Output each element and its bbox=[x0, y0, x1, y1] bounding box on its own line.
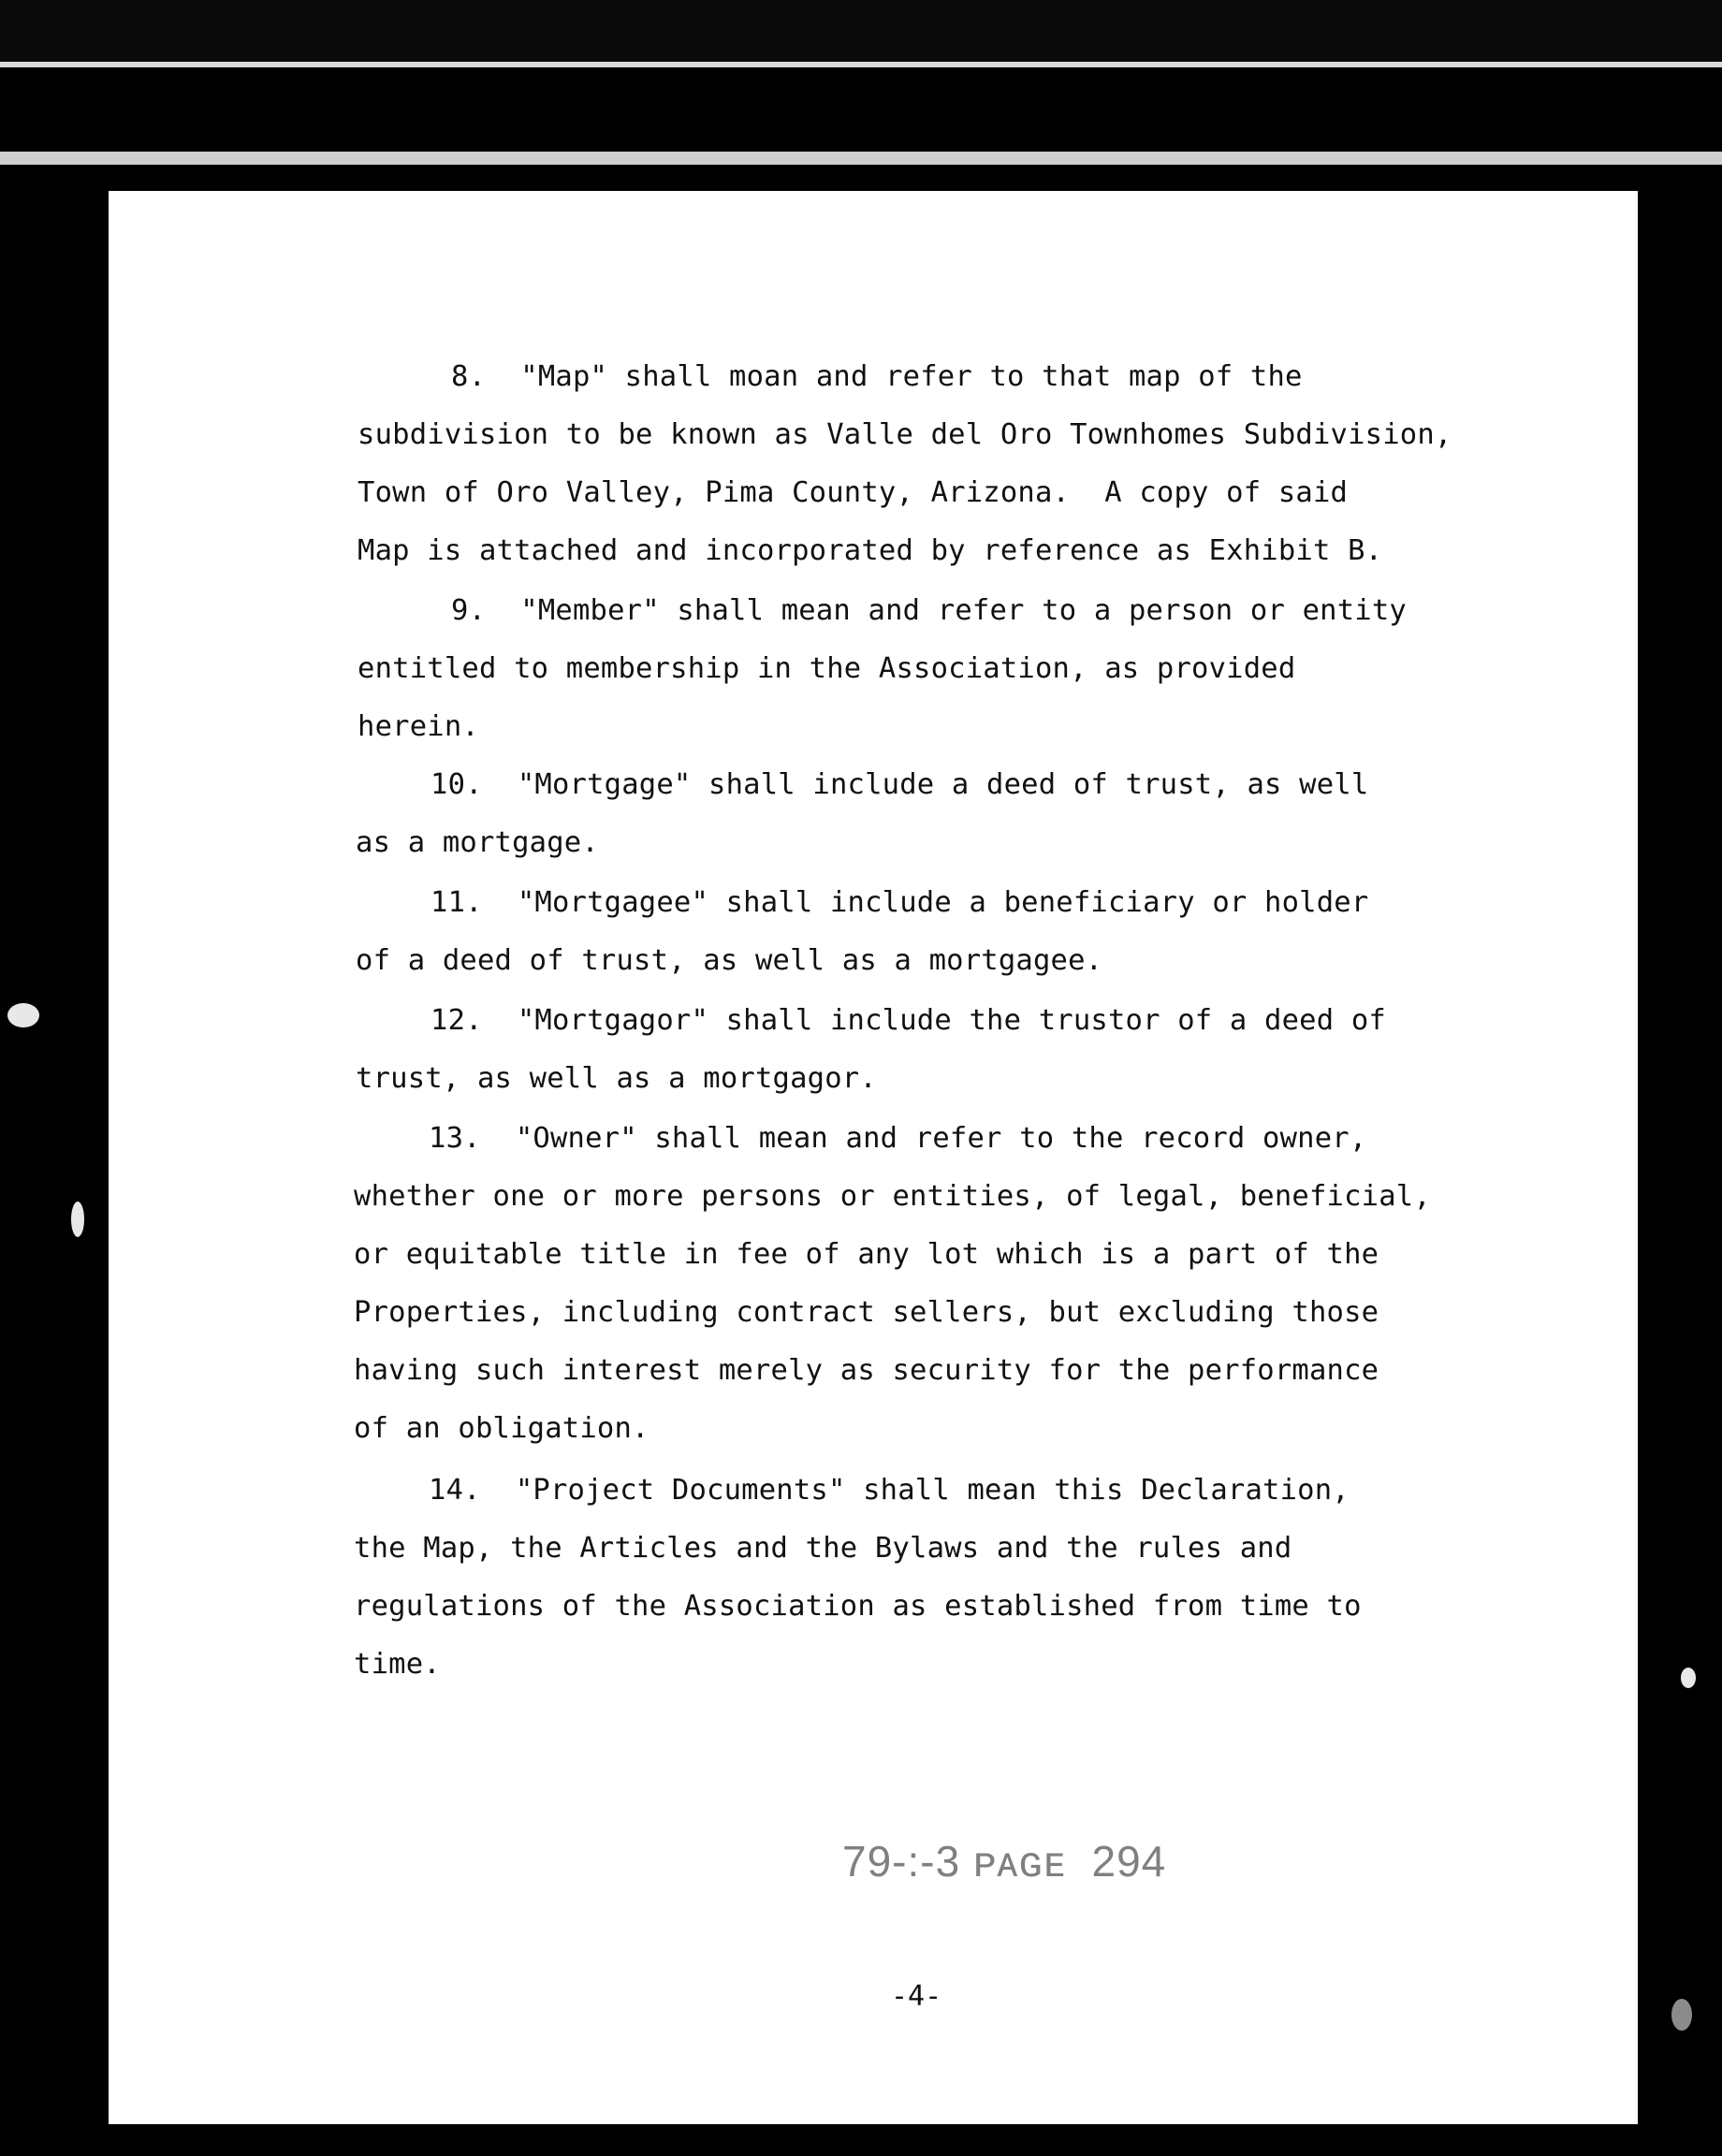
scan-top-strip bbox=[0, 0, 1722, 62]
text-line: of an obligation. bbox=[354, 1412, 649, 1445]
text-line: the Map, the Articles and the Bylaws and the rules and bbox=[354, 1532, 1292, 1565]
text-line: 13. "Owner" shall mean and refer to the record owner, bbox=[429, 1122, 1367, 1155]
text-line: regulations of the Association as established from time to bbox=[354, 1590, 1362, 1623]
definition-12 bbox=[356, 992, 1386, 1108]
text-line: 14. "Project Documents" shall mean this Declaration, bbox=[429, 1474, 1350, 1507]
definition-13 bbox=[354, 1110, 1431, 1458]
text-line: trust, as well as a mortgagor. bbox=[356, 1062, 877, 1095]
scan-speck bbox=[1681, 1668, 1696, 1688]
text-line: or equitable title in fee of any lot which is a part of the bbox=[354, 1238, 1379, 1271]
document-page bbox=[109, 191, 1638, 2124]
text-line: 10. "Mortgage" shall include a deed of trust, as well bbox=[430, 768, 1369, 801]
scan-speck bbox=[71, 1202, 84, 1237]
text-line: as a mortgage. bbox=[356, 826, 599, 859]
recording-stamp: 79-:-3 ᴘᴀɢᴇ 294 bbox=[842, 1837, 1167, 1886]
text-line: 12. "Mortgagor" shall include the trustor of a deed of bbox=[430, 1004, 1386, 1037]
definition-11 bbox=[356, 874, 1368, 990]
scan-speck bbox=[7, 1003, 39, 1027]
text-line: entitled to membership in the Association, as provided bbox=[358, 652, 1296, 685]
text-line: time. bbox=[354, 1648, 441, 1681]
text-line: Map is attached and incorporated by reference as Exhibit B. bbox=[358, 534, 1383, 567]
scan-speck bbox=[1671, 1999, 1692, 2031]
page-number: -4- bbox=[891, 1980, 942, 2013]
text-line: Town of Oro Valley, Pima County, Arizona. A copy of said bbox=[358, 476, 1349, 509]
definition-9 bbox=[358, 582, 1407, 756]
text-line: of a deed of trust, as well as a mortgagee. bbox=[356, 944, 1103, 977]
text-line: whether one or more persons or entities, of legal, beneficial, bbox=[354, 1180, 1431, 1213]
text-line: herein. bbox=[358, 710, 479, 743]
scan-black-band bbox=[0, 67, 1722, 152]
text-line: 9. "Member" shall mean and refer to a person or entity bbox=[451, 594, 1407, 627]
definition-14 bbox=[354, 1462, 1362, 1694]
definition-8 bbox=[358, 348, 1452, 580]
text-line: subdivision to be known as Valle del Oro Townhomes Subdivision, bbox=[358, 418, 1452, 451]
text-line: 8. "Map" shall moan and refer to that map of the bbox=[451, 360, 1303, 393]
text-line: 11. "Mortgagee" shall include a beneficiary or holder bbox=[430, 886, 1369, 919]
text-line: Properties, including contract sellers, but excluding those bbox=[354, 1296, 1379, 1329]
definition-10 bbox=[356, 756, 1368, 872]
text-line: having such interest merely as security for the performance bbox=[354, 1354, 1379, 1387]
scan-band-rule bbox=[0, 152, 1722, 165]
